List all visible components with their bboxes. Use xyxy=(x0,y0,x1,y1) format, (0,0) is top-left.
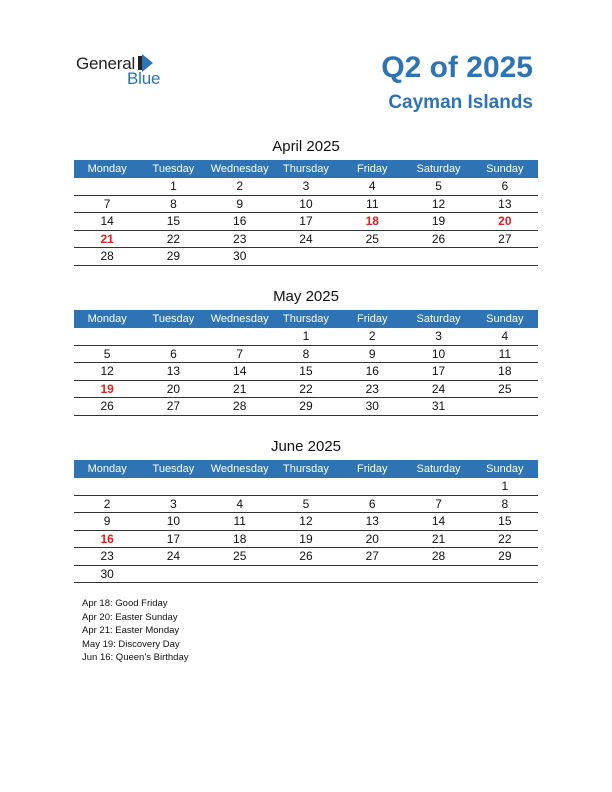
day-cell: 28 xyxy=(100,249,114,263)
page-title: Q2 of 2025 xyxy=(381,51,533,84)
weekday-label: Monday xyxy=(87,313,127,325)
day-cell: 21 xyxy=(100,231,114,246)
day-cell: 15 xyxy=(299,364,313,378)
weekday-header xyxy=(74,160,538,178)
day-cell: 13 xyxy=(166,364,181,378)
week-row xyxy=(74,496,538,514)
day-cell xyxy=(140,478,206,495)
month-may xyxy=(74,287,538,416)
day-cell xyxy=(339,478,405,495)
weekday-label: Saturday xyxy=(416,163,461,175)
week-row xyxy=(74,346,538,364)
month-title: June 2025 xyxy=(270,438,342,455)
day-cell: 10 xyxy=(431,346,446,361)
day-cell: 11 xyxy=(233,514,246,528)
day-cell: 14 xyxy=(100,214,114,228)
day-cell: 16 xyxy=(365,364,379,378)
day-cell: 13 xyxy=(365,514,379,528)
day-cell: 29 xyxy=(166,249,181,263)
weekday-label: Tuesday xyxy=(152,163,195,175)
week-row xyxy=(74,363,538,381)
generalblue-logo xyxy=(76,52,176,88)
weekday-label: Wednesday xyxy=(210,313,269,325)
day-cell: 11 xyxy=(366,196,379,211)
day-cell xyxy=(273,248,339,265)
day-cell: 7 xyxy=(435,496,442,511)
weekday-label: Friday xyxy=(356,463,388,475)
weekday-header xyxy=(74,310,538,328)
day-cell: 22 xyxy=(498,531,512,546)
weekday-label: Wednesday xyxy=(210,463,269,475)
day-cell: 12 xyxy=(431,196,446,211)
day-cell xyxy=(405,566,471,583)
day-cell xyxy=(405,478,471,495)
weekday-label: Saturday xyxy=(416,313,461,325)
day-cell: 27 xyxy=(365,549,379,563)
weekday-label: Sunday xyxy=(486,313,524,325)
weekday-label: Tuesday xyxy=(152,313,195,325)
day-cell: 22 xyxy=(166,231,181,246)
day-cell: 2 xyxy=(368,329,376,343)
day-cell: 12 xyxy=(100,364,114,378)
day-cell: 17 xyxy=(299,214,313,228)
day-cell: 18 xyxy=(233,531,247,546)
weekday-label: Friday xyxy=(356,313,388,325)
day-cell: 5 xyxy=(103,346,111,361)
day-cell: 24 xyxy=(431,381,446,396)
day-cell xyxy=(339,566,405,583)
day-cell: 16 xyxy=(233,214,247,228)
day-cell: 25 xyxy=(233,549,247,563)
week-row xyxy=(74,328,538,346)
weekday-label: Thursday xyxy=(283,463,329,475)
day-cell: 3 xyxy=(435,329,442,343)
weekday-label: Tuesday xyxy=(152,463,195,475)
day-cell: 21 xyxy=(431,531,446,546)
week-row xyxy=(74,248,538,266)
week-row xyxy=(74,513,538,531)
day-cell: 23 xyxy=(233,231,247,246)
month-april xyxy=(74,137,538,266)
day-cell xyxy=(74,328,140,345)
weekday-label: Thursday xyxy=(283,163,329,175)
day-cell: 24 xyxy=(299,231,313,246)
day-cell: 24 xyxy=(166,549,181,563)
day-cell xyxy=(140,328,206,345)
day-cell: 5 xyxy=(302,496,310,511)
day-cell: 1 xyxy=(170,179,177,193)
day-cell: 19 xyxy=(431,214,446,228)
day-cell xyxy=(472,398,538,415)
day-cell xyxy=(207,478,273,495)
day-cell: 6 xyxy=(368,496,376,511)
holiday-note: May 19: Discovery Day xyxy=(82,638,180,650)
day-cell: 4 xyxy=(236,496,244,511)
day-cell: 8 xyxy=(501,496,509,511)
day-cell: 29 xyxy=(498,549,512,563)
day-cell xyxy=(140,566,206,583)
day-cell xyxy=(339,248,405,265)
day-cell: 21 xyxy=(233,381,247,396)
day-cell: 17 xyxy=(166,531,181,546)
weekday-label: Sunday xyxy=(486,163,524,175)
day-cell: 2 xyxy=(103,496,111,511)
day-cell: 10 xyxy=(299,196,313,211)
day-cell: 19 xyxy=(299,531,313,546)
holiday-note: Jun 16: Queen’s Birthday xyxy=(82,652,189,663)
day-cell: 4 xyxy=(501,329,509,343)
week-row xyxy=(74,531,538,549)
day-cell xyxy=(405,248,471,265)
weekday-label: Monday xyxy=(87,163,127,175)
week-row xyxy=(74,213,538,231)
day-cell: 17 xyxy=(431,364,446,378)
weekday-label: Saturday xyxy=(416,463,461,475)
day-cell: 18 xyxy=(365,214,379,228)
day-cell: 9 xyxy=(368,346,376,361)
day-cell: 20 xyxy=(365,531,379,546)
day-cell: 26 xyxy=(431,231,446,246)
day-cell: 13 xyxy=(498,196,512,211)
day-cell: 3 xyxy=(302,179,310,193)
day-cell: 28 xyxy=(233,399,247,413)
day-cell: 7 xyxy=(236,346,244,361)
day-cell: 26 xyxy=(100,399,114,413)
day-cell: 6 xyxy=(170,346,177,361)
week-row xyxy=(74,548,538,566)
day-cell: 30 xyxy=(365,399,379,413)
day-cell: 28 xyxy=(431,549,446,563)
day-cell: 27 xyxy=(498,231,512,246)
day-cell: 30 xyxy=(233,249,247,263)
day-cell: 22 xyxy=(299,381,313,396)
day-cell: 14 xyxy=(431,514,446,528)
weekday-label: Friday xyxy=(356,163,388,175)
month-title: May 2025 xyxy=(273,288,339,305)
day-cell: 7 xyxy=(103,196,111,211)
week-row xyxy=(74,196,538,214)
day-cell: 4 xyxy=(368,179,376,193)
day-cell xyxy=(472,248,538,265)
day-cell xyxy=(273,566,339,583)
day-cell: 31 xyxy=(431,399,446,413)
week-row xyxy=(74,381,538,399)
day-cell: 30 xyxy=(100,566,114,581)
holiday-note: Apr 18: Good Friday xyxy=(82,598,168,609)
month-title: April 2025 xyxy=(272,138,340,155)
day-cell: 15 xyxy=(498,514,512,528)
day-cell: 20 xyxy=(166,381,181,396)
week-row xyxy=(74,398,538,416)
day-cell: 29 xyxy=(299,399,313,413)
holiday-note: Apr 21: Easter Monday xyxy=(82,625,180,636)
week-row xyxy=(74,478,538,496)
day-cell: 19 xyxy=(100,381,114,396)
day-cell: 18 xyxy=(498,364,512,378)
day-cell: 3 xyxy=(170,496,177,511)
weekday-label: Sunday xyxy=(486,463,524,475)
weekday-label: Wednesday xyxy=(210,163,269,175)
day-cell: 11 xyxy=(498,346,512,361)
day-cell: 9 xyxy=(236,196,244,211)
day-cell: 1 xyxy=(501,479,509,493)
day-cell: 15 xyxy=(166,214,181,228)
day-cell: 23 xyxy=(365,381,379,396)
day-cell: 5 xyxy=(435,179,442,193)
day-cell: 8 xyxy=(302,346,310,361)
day-cell: 1 xyxy=(302,329,310,343)
day-cell xyxy=(207,328,273,345)
day-cell: 25 xyxy=(498,381,512,396)
day-cell: 20 xyxy=(498,214,512,228)
day-cell: 8 xyxy=(170,196,177,211)
day-cell xyxy=(207,566,273,583)
day-cell: 26 xyxy=(299,549,313,563)
day-cell: 25 xyxy=(365,231,379,246)
day-cell: 6 xyxy=(501,179,509,193)
day-cell: 2 xyxy=(236,179,244,193)
day-cell: 9 xyxy=(103,514,111,528)
week-row xyxy=(74,231,538,249)
weekday-header xyxy=(74,460,538,478)
week-row xyxy=(74,566,538,584)
day-cell: 10 xyxy=(166,514,181,528)
weekday-label: Thursday xyxy=(283,313,329,325)
weekday-label: Monday xyxy=(87,463,127,475)
week-row xyxy=(74,178,538,196)
day-cell xyxy=(472,566,538,583)
holiday-notes xyxy=(82,597,189,665)
country-subtitle: Cayman Islands xyxy=(388,92,533,113)
day-cell: 23 xyxy=(100,549,114,563)
day-cell: 14 xyxy=(233,364,247,378)
day-cell: 12 xyxy=(299,514,313,528)
day-cell xyxy=(74,178,140,195)
day-cell: 16 xyxy=(100,531,114,546)
day-cell xyxy=(74,478,140,495)
day-cell xyxy=(273,478,339,495)
month-june xyxy=(74,437,538,583)
holiday-note: Apr 20: Easter Sunday xyxy=(82,611,178,623)
logo-general-text: General xyxy=(76,54,136,73)
day-cell: 27 xyxy=(166,399,181,413)
logo-blue-text: Blue xyxy=(127,69,161,88)
